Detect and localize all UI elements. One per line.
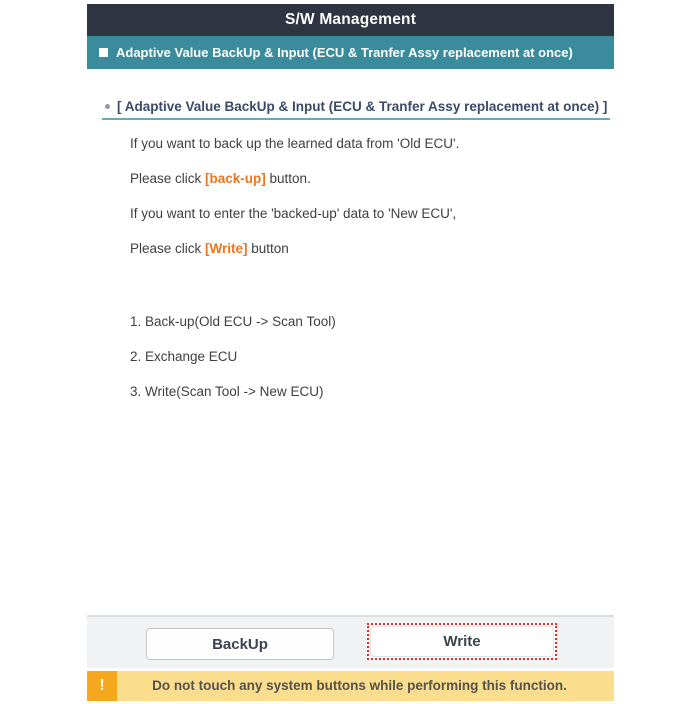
step-line: 1. Back-up(Old ECU -> Scan Tool) — [130, 314, 336, 329]
content-heading — [102, 99, 607, 115]
sw-management-panel — [87, 0, 614, 417]
step-line: 3. Write(Scan Tool -> New ECU) — [130, 384, 324, 399]
exclamation-icon: ! — [87, 671, 117, 701]
instruction-line: Please click [back-up] button. — [130, 171, 311, 186]
section-header-label: Adaptive Value BackUp & Input (ECU & Tranfer Assy replacement at once) — [116, 45, 573, 60]
instructions-block — [130, 134, 614, 258]
circle-bullet-icon — [105, 104, 110, 109]
instruction-line: Please click [Write] button — [130, 241, 289, 256]
step-line: 2. Exchange ECU — [130, 349, 238, 364]
content-heading-label: [ Adaptive Value BackUp & Input (ECU & Tranfer Assy replacement at once) ] — [117, 99, 608, 114]
write-button[interactable]: Write — [370, 626, 554, 657]
write-button-focus-outline — [367, 623, 557, 660]
page-title: S/W Management — [87, 4, 614, 36]
backup-accent-text: [back-up] — [205, 171, 266, 186]
content-heading-underline — [102, 99, 610, 120]
warning-bar — [87, 671, 614, 701]
section-header — [87, 36, 614, 69]
square-bullet-icon — [99, 48, 108, 57]
backup-button[interactable]: BackUp — [146, 628, 334, 660]
steps-block — [130, 312, 614, 401]
warning-text: Do not touch any system buttons while performing this function. — [152, 678, 567, 693]
write-accent-text: [Write] — [205, 241, 248, 256]
instruction-line: If you want to enter the 'backed-up' data to 'New ECU', — [130, 206, 457, 221]
instruction-line: If you want to back up the learned data from 'Old ECU'. — [130, 136, 460, 151]
button-bar — [87, 615, 614, 668]
